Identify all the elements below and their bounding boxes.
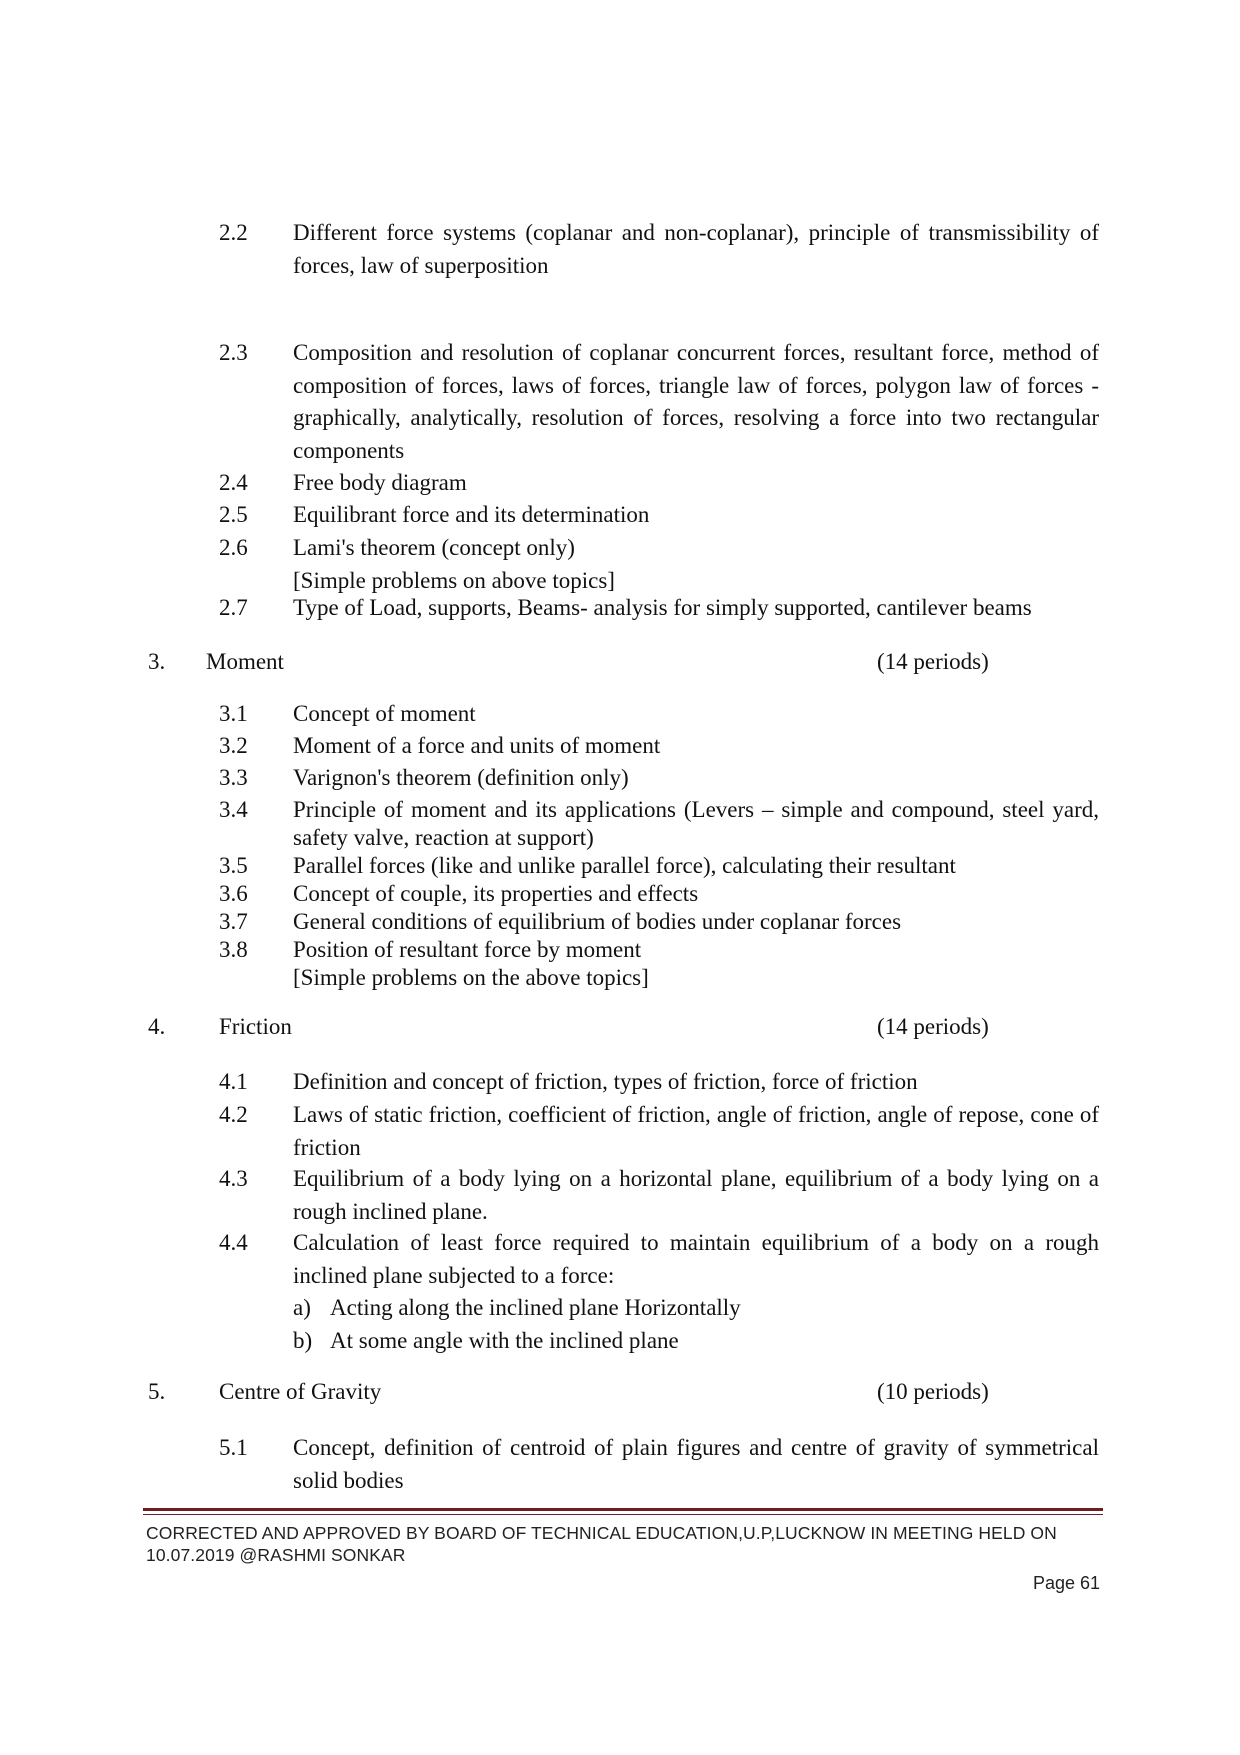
item-2-6 xyxy=(219,532,1099,597)
item-text: Equilibrium of a body lying on a horizontal plane, equilibrium of a body lying on a rough inclined plane. xyxy=(293,1166,1099,1224)
section-number: 4. xyxy=(148,1014,166,1039)
item-number: 3.7 xyxy=(219,909,248,934)
page-number: Page 61 xyxy=(1032,1573,1100,1593)
item-text: Principle of moment and its applications (Levers – simple and compound, steel yard, safety valve, reaction at support) xyxy=(293,797,1099,850)
item-4-1 xyxy=(219,1066,1099,1099)
item-3-7 xyxy=(219,908,1099,936)
item-text: Type of Load, supports, Beams- analysis for simply supported, cantilever beams xyxy=(293,595,1032,620)
section-title: Friction xyxy=(219,1014,292,1039)
item-number: 2.6 xyxy=(219,535,248,560)
item-text: Position of resultant force by moment xyxy=(293,937,642,962)
item-text: Definition and concept of friction, types of friction, force of friction xyxy=(293,1069,918,1094)
item-text: Free body diagram xyxy=(293,470,467,495)
item-3-1 xyxy=(219,700,1099,728)
item-number: 3.5 xyxy=(219,853,248,878)
section-periods: (14 periods) xyxy=(877,649,989,674)
footer-line-1: CORRECTED AND APPROVED BY BOARD OF TECHNICAL EDUCATION,U.P,LUCKNOW IN MEETING HELD ON xyxy=(146,1523,1057,1543)
item-number: 3.2 xyxy=(219,733,248,758)
item-3-2 xyxy=(219,732,1099,760)
section-title: Centre of Gravity xyxy=(219,1379,382,1404)
item-text: Laws of static friction, coefficient of friction, angle of friction, angle of repose, cone of friction xyxy=(293,1102,1099,1160)
footer-text xyxy=(146,1522,1106,1566)
option-b xyxy=(293,1325,1099,1358)
item-note: [Simple problems on the above topics] xyxy=(293,965,649,990)
item-text: Different force systems (coplanar and non-coplanar), principle of transmissibility of forces, law of superposition xyxy=(293,220,1099,278)
item-number: 4.4 xyxy=(219,1230,248,1255)
item-3-8 xyxy=(219,936,1099,992)
item-4-2 xyxy=(219,1099,1099,1164)
section-periods: (14 periods) xyxy=(877,1014,989,1039)
item-2-5 xyxy=(219,499,1099,532)
option-text: Acting along the inclined plane Horizontally xyxy=(330,1295,741,1320)
item-number: 4.1 xyxy=(219,1069,248,1094)
item-number: 3.4 xyxy=(219,797,248,822)
item-text: Moment of a force and units of moment xyxy=(293,733,661,758)
item-number: 3.8 xyxy=(219,937,248,962)
item-2-3 xyxy=(219,337,1099,467)
section-periods: (10 periods) xyxy=(877,1379,989,1404)
item-4-4 xyxy=(219,1227,1099,1357)
item-note: [Simple problems on above topics] xyxy=(293,567,615,593)
item-number: 2.3 xyxy=(219,340,248,365)
item-text: Composition and resolution of coplanar concurrent forces, resultant force, method of composition of forces, laws of forces, triangle law of forces, polygon law of forces - graphically, analytically, resolution of forces, resolving a force into two rectangular components xyxy=(293,340,1099,463)
section-number: 5. xyxy=(148,1379,166,1404)
option-text: At some angle with the inclined plane xyxy=(330,1327,679,1353)
item-number: 2.7 xyxy=(219,595,248,620)
item-text: Lami's theorem (concept only) xyxy=(293,535,575,560)
item-3-4 xyxy=(219,796,1099,852)
item-number: 2.2 xyxy=(219,220,248,245)
item-number: 3.3 xyxy=(219,765,248,790)
item-number: 3.1 xyxy=(219,701,248,726)
item-text: Varignon's theorem (definition only) xyxy=(293,765,629,790)
item-text: Equilibrant force and its determination xyxy=(293,502,650,527)
item-text: Parallel forces (like and unlike parallel force), calculating their resultant xyxy=(293,853,956,878)
footer-line-2: 10.07.2019 @RASHMI SONKAR xyxy=(146,1545,406,1565)
option-a xyxy=(293,1292,1099,1325)
footer-rule-thin xyxy=(143,1514,1103,1515)
item-3-3 xyxy=(219,764,1099,792)
item-number: 2.4 xyxy=(219,470,248,495)
item-number: 3.6 xyxy=(219,881,248,906)
item-number: 4.2 xyxy=(219,1102,248,1127)
option-label: a) xyxy=(293,1295,311,1320)
section-title: Moment xyxy=(206,649,284,674)
item-2-4 xyxy=(219,467,1099,500)
item-text: Concept, definition of centroid of plain figures and centre of gravity of symmetrical solid bodies xyxy=(293,1435,1099,1493)
item-2-7 xyxy=(219,592,1099,625)
item-number: 4.3 xyxy=(219,1166,248,1191)
item-2-2 xyxy=(219,217,1099,282)
section-number: 3. xyxy=(148,649,166,674)
item-text: General conditions of equilibrium of bodies under coplanar forces xyxy=(293,909,902,934)
item-text: Concept of moment xyxy=(293,701,476,726)
footer-rule-thick xyxy=(143,1508,1103,1511)
option-label: b) xyxy=(293,1327,313,1353)
item-number: 5.1 xyxy=(219,1435,248,1460)
item-3-5 xyxy=(219,852,1099,880)
item-text: Concept of couple, its properties and effects xyxy=(293,881,699,906)
item-4-3 xyxy=(219,1163,1099,1228)
item-5-1 xyxy=(219,1432,1099,1497)
item-text: Calculation of least force required to maintain equilibrium of a body on a rough inclined plane subjected to a force: xyxy=(293,1230,1099,1288)
item-number: 2.5 xyxy=(219,502,248,527)
item-3-6 xyxy=(219,880,1099,908)
